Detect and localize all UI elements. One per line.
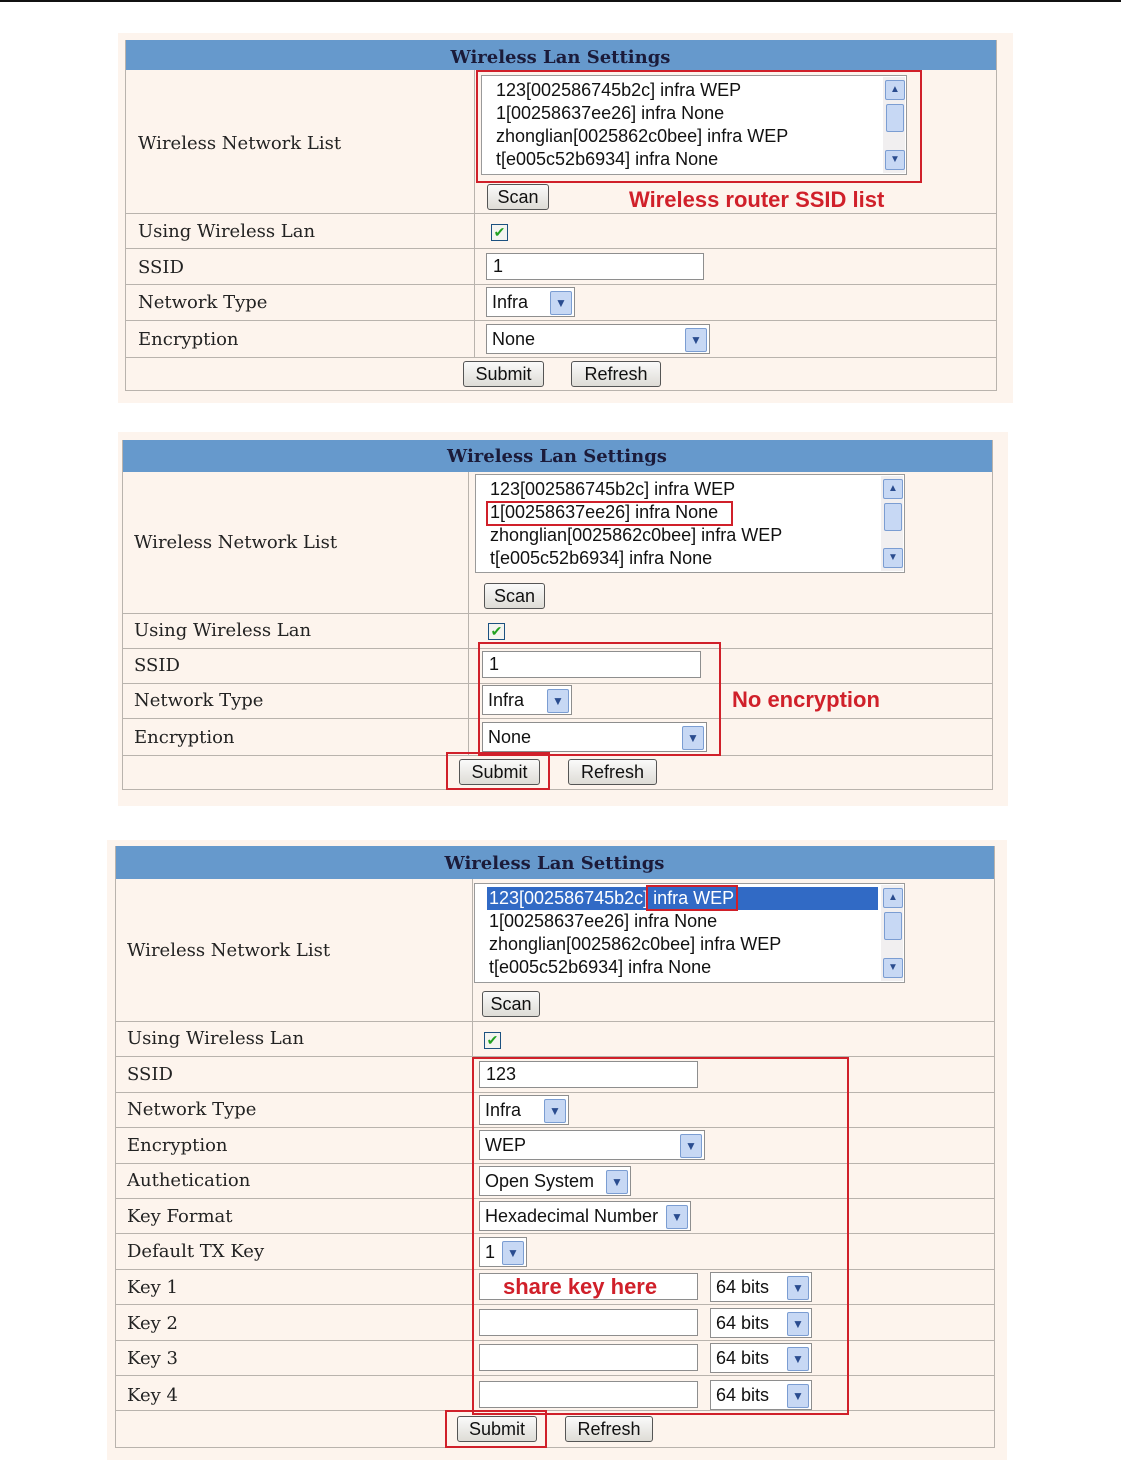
label-key-1: Key 1	[127, 1277, 178, 1298]
wireless-settings-panel-2	[118, 432, 1008, 806]
label-authentication: Authetication	[127, 1170, 251, 1191]
network-list-item[interactable]: t[e005c52b6934] infra None	[496, 149, 719, 169]
annotation-box-submit	[445, 1410, 547, 1448]
chevron-down-icon: ▼	[666, 1205, 688, 1229]
network-list-item[interactable]: 123[002586745b2c] infra WEP	[490, 479, 736, 499]
ssid-input[interactable]: 1	[486, 253, 704, 280]
chevron-down-icon: ▼	[547, 689, 569, 713]
network-list-item[interactable]: 123[002586745b2c] infra WEP	[487, 887, 878, 910]
refresh-button[interactable]: Refresh	[565, 1416, 653, 1442]
chevron-down-icon: ▼	[502, 1241, 524, 1265]
refresh-button[interactable]: Refresh	[568, 759, 657, 785]
table-border-left	[115, 846, 116, 1448]
submit-button[interactable]: Submit	[463, 361, 544, 387]
label-network-type: Network Type	[127, 1099, 257, 1120]
label-network-type: Network Type	[138, 292, 268, 313]
encryption-value: None	[488, 727, 532, 747]
label-network-type: Network Type	[134, 690, 264, 711]
network-type-value: Infra	[488, 690, 525, 710]
chevron-down-icon: ▼	[682, 726, 704, 750]
network-list-item[interactable]: zhonglian[0025862c0bee] infra WEP	[490, 525, 783, 545]
label-using-wireless: Using Wireless Lan	[138, 221, 316, 242]
network-list-item[interactable]: 1[00258637ee26] infra None	[496, 103, 725, 123]
scroll-down-icon[interactable]: ▼	[885, 150, 905, 170]
scan-button[interactable]: Scan	[487, 184, 549, 210]
table-border-left	[122, 440, 123, 790]
chevron-down-icon: ▼	[680, 1134, 702, 1158]
annotation-box-selected-network	[486, 501, 733, 526]
label-network-list: Wireless Network List	[138, 133, 342, 154]
table-row-line	[122, 613, 993, 614]
page-top-rule	[0, 0, 1121, 2]
annotation-share-key: share key here	[503, 1274, 658, 1299]
label-ssid: SSID	[138, 257, 184, 278]
annotation-box-encryption-type	[646, 885, 738, 911]
network-type-select[interactable]	[486, 287, 575, 317]
table-row-line	[115, 1021, 995, 1022]
submit-button[interactable]: Submit	[457, 1416, 537, 1442]
wireless-settings-panel-3	[107, 840, 1007, 1460]
label-encryption: Encryption	[134, 727, 235, 748]
using-wireless-checkbox[interactable]: ✔	[484, 1032, 501, 1049]
scroll-up-icon[interactable]: ▲	[885, 80, 905, 100]
label-key-format: Key Format	[127, 1206, 233, 1227]
encryption-value: None	[492, 329, 536, 349]
scroll-thumb[interactable]	[884, 912, 902, 940]
table-row-line	[125, 357, 997, 358]
default-tx-key-value: 1	[485, 1242, 496, 1262]
annotation-box-security-settings	[478, 642, 721, 756]
encryption-value: WEP	[485, 1135, 527, 1155]
label-ssid: SSID	[127, 1064, 173, 1085]
label-ssid: SSID	[134, 655, 180, 676]
network-list-item[interactable]: 1[00258637ee26] infra None	[490, 502, 719, 522]
table-border-bottom	[125, 390, 997, 391]
submit-button[interactable]: Submit	[459, 759, 540, 785]
label-key-2: Key 2	[127, 1313, 178, 1334]
label-key-3: Key 3	[127, 1348, 178, 1369]
table-border-left	[125, 40, 126, 391]
panel-title: Wireless Lan Settings	[115, 846, 994, 879]
label-key-4: Key 4	[127, 1385, 178, 1406]
scroll-up-icon[interactable]: ▲	[883, 479, 903, 499]
network-list-item[interactable]: t[e005c52b6934] infra None	[489, 957, 712, 977]
chevron-down-icon: ▼	[787, 1384, 809, 1408]
label-encryption: Encryption	[138, 329, 239, 350]
listbox-scrollbar[interactable]	[881, 885, 903, 981]
authentication-value: Open System	[485, 1171, 595, 1191]
network-type-value: Infra	[492, 292, 529, 312]
using-wireless-checkbox[interactable]: ✔	[491, 224, 508, 241]
label-using-wireless: Using Wireless Lan	[127, 1028, 305, 1049]
encryption-select[interactable]	[486, 324, 710, 354]
chevron-down-icon: ▼	[787, 1312, 809, 1336]
label-default-tx-key: Default TX Key	[127, 1241, 265, 1262]
network-type-value: Infra	[485, 1100, 522, 1120]
chevron-down-icon: ▼	[787, 1276, 809, 1300]
key-format-value: Hexadecimal Number	[485, 1206, 659, 1226]
ssid-input[interactable]: 123	[479, 1061, 698, 1088]
using-wireless-checkbox[interactable]: ✔	[488, 623, 505, 640]
key-3-bits-value: 64 bits	[716, 1348, 770, 1368]
chevron-down-icon: ▼	[787, 1347, 809, 1371]
listbox-scrollbar[interactable]	[881, 476, 903, 571]
chevron-down-icon: ▼	[544, 1099, 566, 1123]
network-list-item[interactable]: 1[00258637ee26] infra None	[489, 911, 718, 931]
network-list-item[interactable]: 123[002586745b2c] infra WEP	[496, 80, 742, 100]
table-row-line	[125, 284, 997, 285]
scroll-down-icon[interactable]: ▼	[883, 548, 903, 568]
label-using-wireless: Using Wireless Lan	[134, 620, 312, 641]
scan-button[interactable]: Scan	[484, 583, 545, 609]
panel-title: Wireless Lan Settings	[122, 440, 992, 472]
key-2-bits-value: 64 bits	[716, 1313, 770, 1333]
chevron-down-icon: ▼	[606, 1170, 628, 1194]
table-row-line	[125, 213, 997, 214]
scroll-thumb[interactable]	[884, 503, 902, 531]
scroll-down-icon[interactable]: ▼	[883, 958, 903, 978]
table-border-right	[994, 846, 995, 1448]
label-encryption: Encryption	[127, 1135, 228, 1156]
network-list-item[interactable]: t[e005c52b6934] infra None	[490, 548, 713, 568]
panel-title: Wireless Lan Settings	[125, 40, 996, 70]
annotation-no-encryption: No encryption	[732, 687, 880, 712]
table-border-right	[996, 40, 997, 391]
table-border-bottom	[122, 789, 993, 790]
annotation-box-wep-settings	[472, 1057, 849, 1415]
scroll-up-icon[interactable]: ▲	[883, 888, 903, 908]
annotation-box-ssid-list	[476, 70, 922, 183]
scan-button[interactable]: Scan	[482, 991, 540, 1017]
chevron-down-icon: ▼	[685, 328, 707, 352]
table-border-bottom	[115, 1447, 995, 1448]
label-network-list: Wireless Network List	[134, 532, 338, 553]
table-row-line	[125, 320, 997, 321]
table-row-line	[125, 248, 997, 249]
annotation-ssid-list: Wireless router SSID list	[629, 187, 885, 212]
annotation-box-submit	[446, 752, 550, 790]
key-1-bits-value: 64 bits	[716, 1277, 770, 1297]
chevron-down-icon: ▼	[550, 291, 572, 315]
ssid-input[interactable]: 1	[482, 651, 701, 678]
label-network-list: Wireless Network List	[127, 940, 331, 961]
table-border-right	[992, 440, 993, 790]
wireless-settings-panel-1	[118, 33, 1013, 403]
key-4-bits-value: 64 bits	[716, 1385, 770, 1405]
network-list-item[interactable]: zhonglian[0025862c0bee] infra WEP	[496, 126, 789, 146]
refresh-button[interactable]: Refresh	[571, 361, 661, 387]
network-list-item[interactable]: zhonglian[0025862c0bee] infra WEP	[489, 934, 782, 954]
